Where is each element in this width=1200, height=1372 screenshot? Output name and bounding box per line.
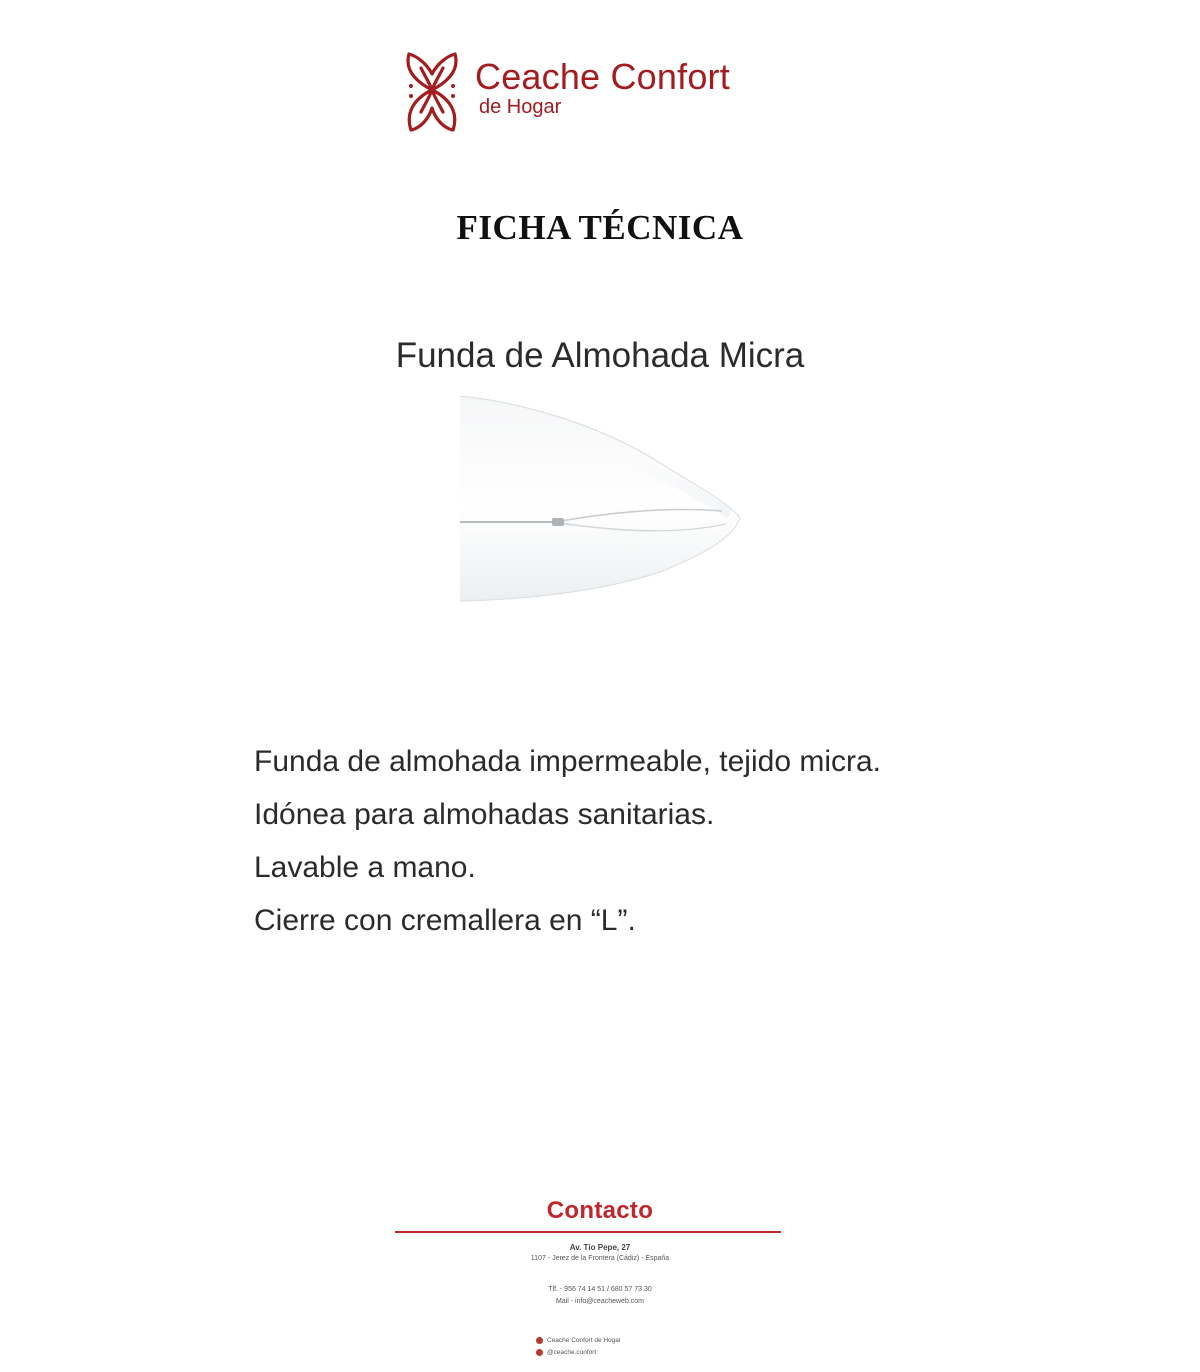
feature-item: Idónea para almohadas sanitarias. bbox=[254, 798, 715, 831]
instagram-label: @ceache.confort bbox=[547, 1349, 597, 1356]
brand-logo bbox=[403, 44, 783, 134]
feature-item: Cierre con cremallera en “L”. bbox=[254, 904, 636, 937]
instagram-icon bbox=[536, 1349, 543, 1356]
feature-item: Lavable a mano. bbox=[254, 851, 476, 884]
facebook-label: Ceache Confort de Hogar bbox=[547, 1337, 622, 1344]
instagram-link[interactable] bbox=[536, 1349, 596, 1356]
brand-subtitle: de Hogar bbox=[479, 96, 562, 118]
contact-divider bbox=[395, 1231, 781, 1233]
pillow-product-image bbox=[460, 396, 745, 602]
butterfly-logo-icon bbox=[403, 46, 461, 134]
contact-address-line2: 1107 - Jerez de la Frontera (Cádiz) - España bbox=[530, 1255, 670, 1262]
contact-email[interactable]: Mail - info@ceacheweb.com bbox=[555, 1298, 645, 1305]
contact-address-line1: Av. Tío Pepe, 27 bbox=[569, 1243, 631, 1252]
contact-heading: Contacto bbox=[546, 1197, 654, 1224]
contact-phone: Tlf. - 956 74 14 51 / 680 57 73 30 bbox=[548, 1286, 652, 1293]
facebook-link[interactable] bbox=[536, 1337, 621, 1344]
facebook-icon bbox=[536, 1337, 543, 1344]
product-name: Funda de Almohada Micra bbox=[395, 336, 805, 375]
brand-name: Ceache Confort bbox=[475, 56, 730, 97]
document-title: FICHA TÉCNICA bbox=[456, 208, 744, 247]
feature-list bbox=[254, 740, 881, 952]
feature-item: Funda de almohada impermeable, tejido micra. bbox=[254, 745, 881, 778]
